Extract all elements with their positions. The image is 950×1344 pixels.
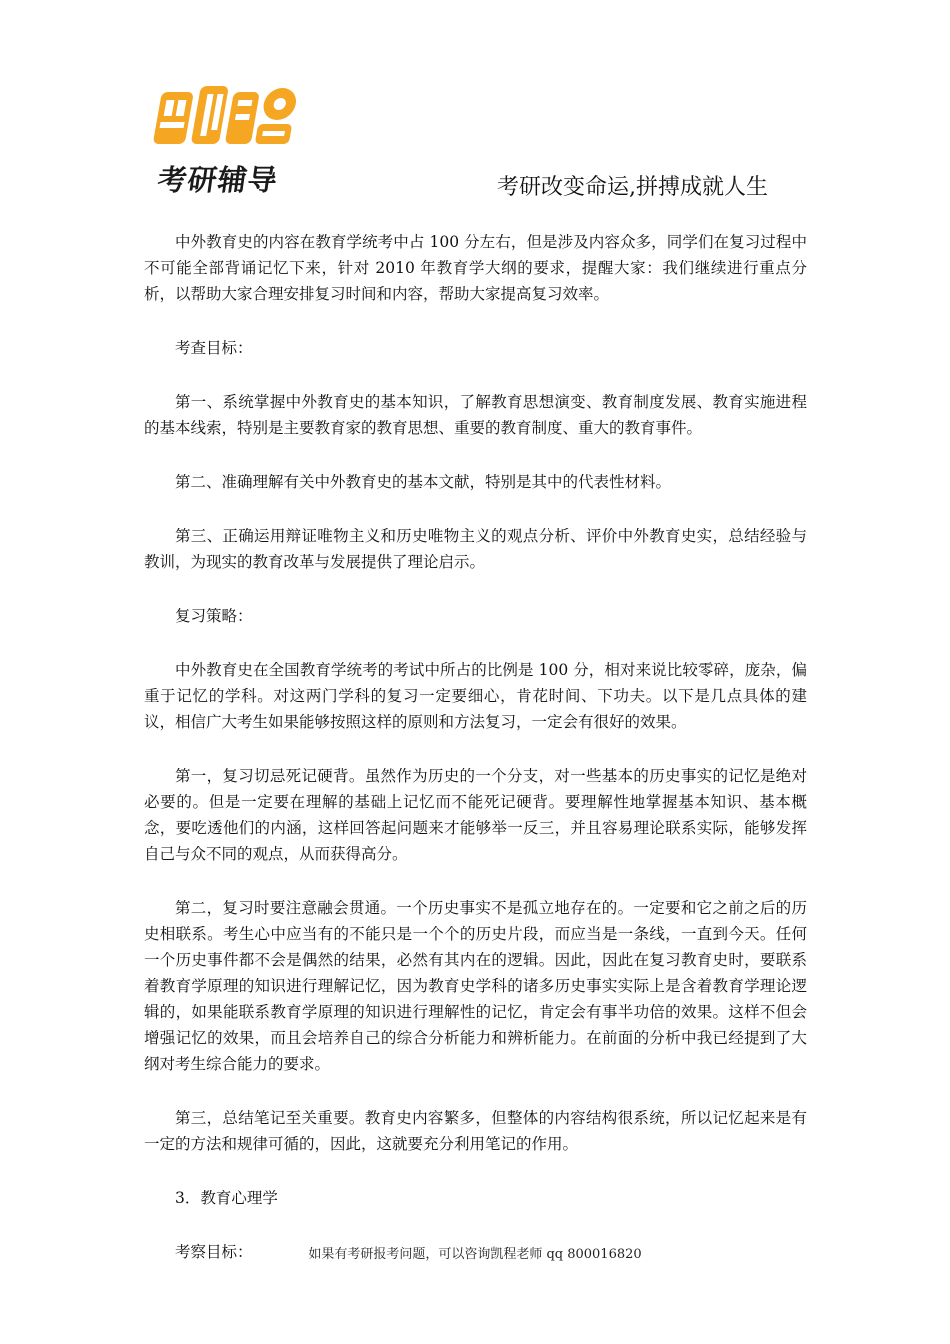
page-footer: 如果有考研报考问题，可以咨询凯程老师 qq 800016820 <box>308 1247 642 1262</box>
brand-logo <box>150 80 300 197</box>
goal-paragraph-1: 第一、系统掌握中外教育史的基本知识，了解教育思想演变、教育制度发展、教育实施进程的基本线索，特别是主要教育家的教育思想、重要的教育制度、重大的教育事件。 <box>144 393 807 437</box>
goal-paragraph-2: 第二、准确理解有关中外教育史的基本文献，特别是其中的代表性材料。 <box>175 473 672 491</box>
strategy-paragraph-3: 第三，总结笔记至关重要。教育史内容繁多，但整体的内容结构很系统，所以记忆起来是有一定的方法和规律可循的，因此，这就要充分利用笔记的作用。 <box>144 1109 807 1153</box>
section-heading-review-strategy: 复习策略： <box>175 607 253 625</box>
section-heading-exam-goals: 考查目标： <box>175 339 253 357</box>
logo-subtitle: 考研辅导 <box>155 163 281 197</box>
section-heading-educational-psychology: 3．教育心理学 <box>175 1189 278 1207</box>
strategy-paragraph-1: 第一，复习切忌死记硬背。虽然作为历史的一个分支，对一些基本的历史事实的记忆是绝对必要的。但是一定要在理解的基础上记忆而不能死记硬背。要理解性地掌握基本知识、基本概念，要吃透他们的内涵，这样回答起问题来才能够举一反三，并且容易理论联系实际，能够发挥自己与众不同的观点，从而获得高分。 <box>144 767 807 863</box>
strategy-intro-paragraph: 中外教育史在全国教育学统考的考试中所占的比例是 100 分，相对来说比较零碎，庞杂，偏重于记忆的学科。对这两门学科的复习一定要细心，肯花时间、下功夫。以下是几点具体的建议，相信广大考生如果能够按照这样的原则和方法复习，一定会有很好的效果。 <box>144 661 807 731</box>
document-body <box>144 229 807 1293</box>
section-heading-study-goals: 考察目标： <box>175 1243 253 1261</box>
strategy-paragraph-2: 第二，复习时要注意融会贯通。一个历史事实不是孤立地存在的。一定要和它之前之后的历史相联系。考生心中应当有的不能只是一个个的历史片段，而应当是一条线，一直到今天。任何一个历史事件都不会是偶然的结果，必然有其内在的逻辑。因此，因此在复习教育史时，要联系着教育学原理的知识进行理解记忆，因为教育史学科的诸多历史事实实际上是含着教育学理论逻辑的，如果能联系教育学原理的知识进行理解性的记忆，肯定会有事半功倍的效果。这样不但会增强记忆的效果，而且会培养自己的综合分析能力和辨析能力。在前面的分析中我已经提到了大纲对考生综合能力的要求。 <box>144 899 807 1073</box>
goal-paragraph-3: 第三、正确运用辩证唯物主义和历史唯物主义的观点分析、评价中外教育史实，总结经验与教训，为现实的教育改革与发展提供了理论启示。 <box>144 527 807 571</box>
header-slogan: 考研改变命运,拼搏成就人生 <box>497 175 768 200</box>
intro-paragraph: 中外教育史的内容在教育学统考中占 100 分左右，但是涉及内容众多，同学们在复习过程中不可能全部背诵记忆下来，针对 2010 年教育学大纲的要求，提醒大家：我们继续进行重点分析，以帮助大家合理安排复习时间和内容，帮助大家提高复习效率。 <box>144 233 807 303</box>
kaicheng-logo-mark <box>150 80 300 152</box>
